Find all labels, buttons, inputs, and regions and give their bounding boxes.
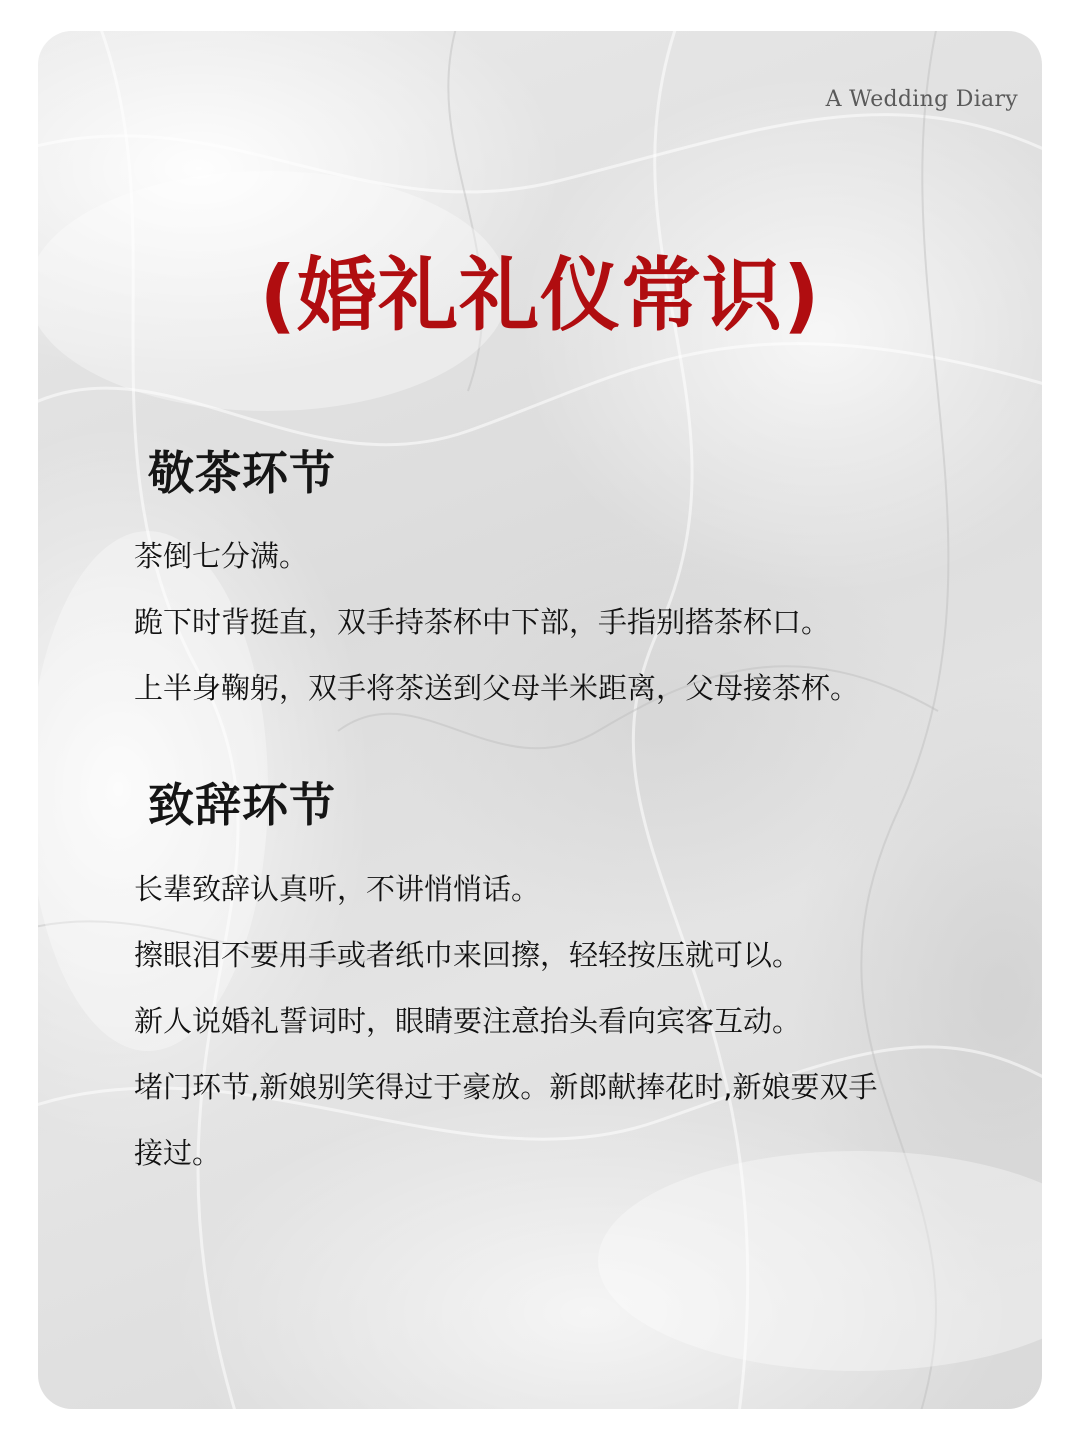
list-item: 堵门环节,新娘别笑得过于豪放。新郎献捧花时,新娘要双手 bbox=[134, 1070, 878, 1104]
list-item: 跪下时背挺直，双手持茶杯中下部，手指别搭茶杯口。 bbox=[134, 605, 831, 639]
list-item: 接过。 bbox=[134, 1136, 222, 1170]
section-heading-speech: 致辞环节 bbox=[148, 778, 336, 832]
list-item: 新人说婚礼誓词时，眼睛要注意抬头看向宾客互动。 bbox=[134, 1004, 802, 1038]
section-heading-tea: 敬茶环节 bbox=[148, 446, 336, 500]
content-card bbox=[38, 31, 1042, 1409]
list-item: 长辈致辞认真听，不讲悄悄话。 bbox=[134, 872, 541, 906]
section-lines-tea bbox=[134, 523, 994, 721]
section-lines-speech bbox=[134, 856, 994, 1186]
brand-label: A Wedding Diary bbox=[825, 87, 1018, 112]
page-title: (婚礼礼仪常识) bbox=[259, 249, 821, 342]
list-item: 茶倒七分满。 bbox=[134, 539, 309, 573]
list-item: 上半身鞠躬，双手将茶送到父母半米距离，父母接茶杯。 bbox=[134, 671, 860, 705]
list-item: 擦眼泪不要用手或者纸巾来回擦，轻轻按压就可以。 bbox=[134, 938, 802, 972]
